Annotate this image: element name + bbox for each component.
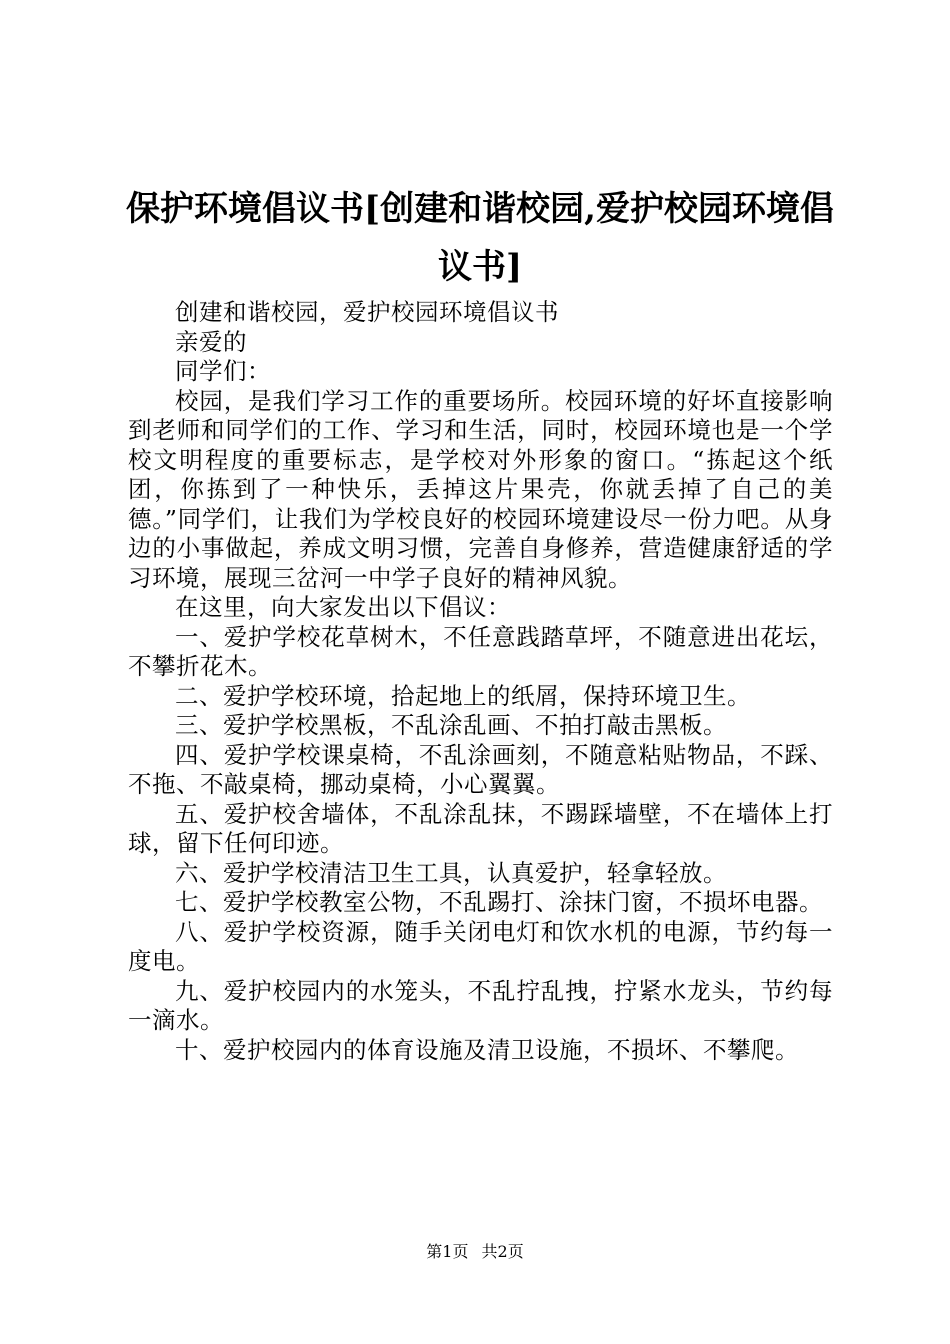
paragraph-proposal-lead: 在这里，向大家发出以下倡议： — [175, 593, 511, 621]
page-footer — [0, 1242, 950, 1262]
paragraph-intro: 校园，是我们学习工作的重要场所。校园环境的好坏直接影响到老师和同学们的工作、学习和生活，同时，校园环境也是一个学校文明程度的重要标志，是学校对外形象的窗口。“拣起这个纸团，你拣到了一种快乐，丢掉这片果壳，你就丢掉了自己的美德。”同学们，让我们为学校良好的校园环境建设尽一份力吧。从身边的小事做起，养成文明习惯，完善自身修养，营造健康舒适的学习环境，展现三岔河一中学子良好的精神风貌。 — [128, 386, 833, 592]
proposal-item: 二、爱护学校环境，拾起地上的纸屑，保持环境卫生。 — [175, 681, 751, 710]
proposal-item: 一、爱护学校花草树木，不任意践踏草坪，不随意进出花坛，不攀折花木。 — [128, 622, 833, 680]
page-number: 第1页 — [426, 1242, 469, 1261]
document-title: 保护环境倡议书[创建和谐校园,爱护校园环境倡议书] — [126, 189, 834, 287]
proposal-item: 四、爱护学校课桌椅，不乱涂画刻，不随意粘贴物品，不踩、不拖、不敲桌椅，挪动桌椅，小心翼翼。 — [128, 740, 833, 798]
paragraph-salutation: 亲爱的 — [175, 327, 247, 356]
page-total: 共2页 — [481, 1242, 524, 1261]
paragraph-addressee: 同学们： — [175, 357, 271, 385]
proposal-item: 八、爱护学校资源，随手关闭电灯和饮水机的电源，节约每一度电。 — [128, 917, 833, 975]
proposal-item: 五、爱护校舍墙体，不乱涂乱抹，不踢踩墙壁，不在墙体上打球，留下任何印迹。 — [128, 799, 833, 857]
document-body — [128, 298, 833, 1065]
proposal-item: 六、爱护学校清洁卫生工具，认真爱护，轻拿轻放。 — [175, 858, 727, 887]
proposal-item: 十、爱护校园内的体育设施及清卫设施，不损坏、不攀爬。 — [175, 1035, 799, 1064]
paragraph-subtitle: 创建和谐校园，爱护校园环境倡议书 — [175, 298, 559, 326]
proposal-item: 三、爱护学校黑板，不乱涂乱画、不拍打敲击黑板。 — [175, 711, 727, 739]
proposal-item: 七、爱护学校教室公物，不乱踢打、涂抹门窗，不损坏电器。 — [175, 888, 823, 916]
proposal-item: 九、爱护校园内的水笼头，不乱拧乱拽，拧紧水龙头，节约每一滴水。 — [128, 976, 833, 1034]
